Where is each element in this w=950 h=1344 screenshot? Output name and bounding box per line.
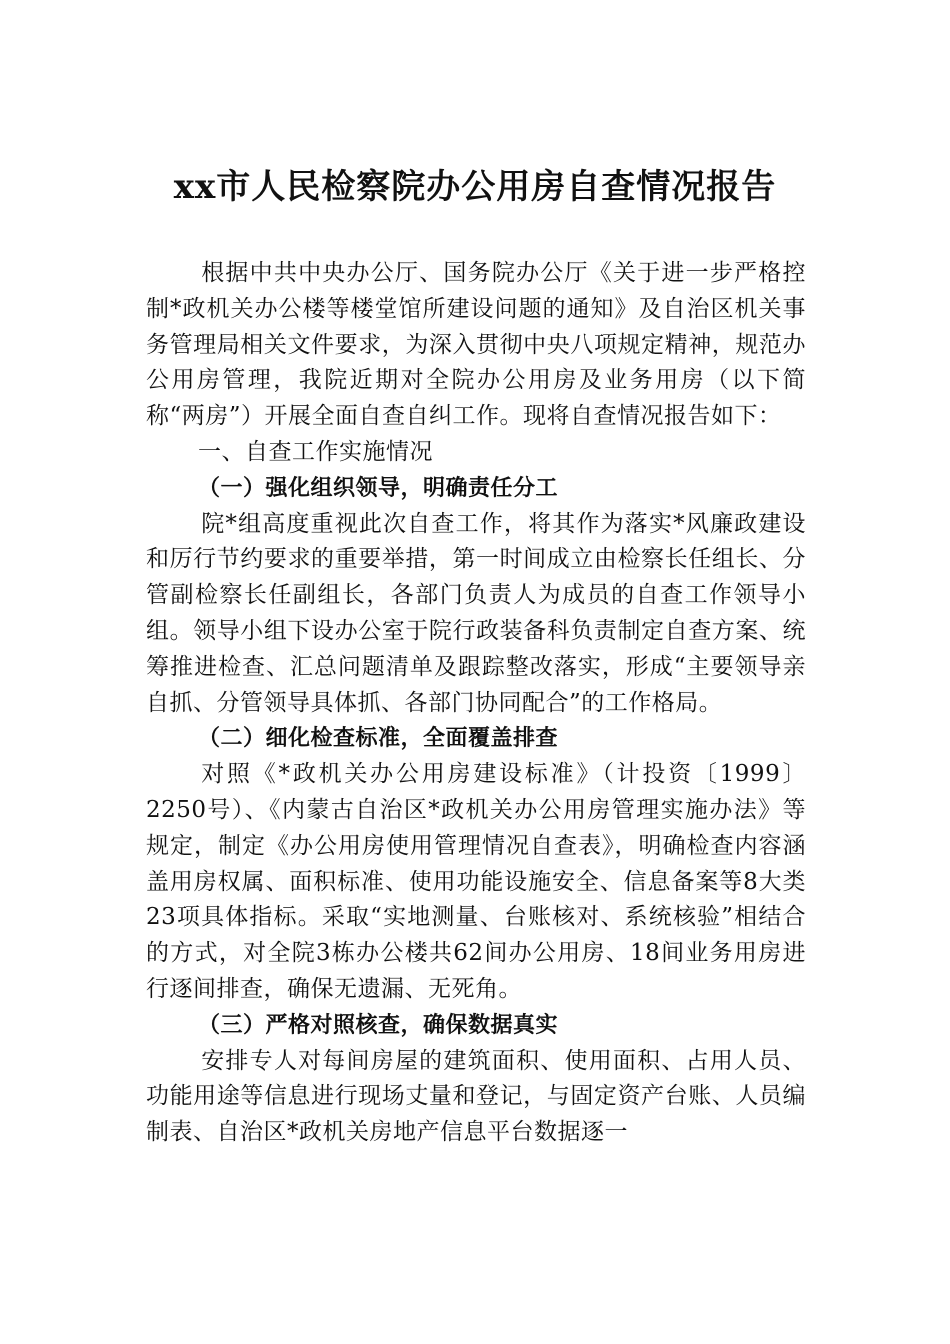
section-heading-1: 一、自查工作实施情况	[198, 438, 433, 465]
subsection-paragraph-1: 院*组高度重视此次自查工作，将其作为落实*风廉政建设和厉行节约要求的重要举措，第一时间成立由检察长任组长、分管副检察长任副组长，各部门负责人为成员的自查工作领导小组。领导小组下设办公室于院行政装备科负责制定自查方案、统筹推进检查、汇总问题清单及跟踪整改落实，形成“主要领导亲自抓、分管领导具体抓、各部门协同配合”的工作格局。	[146, 510, 806, 716]
document-title: xx市人民检察院办公用房自查情况报告	[173, 167, 777, 207]
subsection-paragraph-2: 对照《*政机关办公用房建设标准》（计投资〔1999〕2250号）、《内蒙古自治区*政机关办公用房管理实施办法》等规定，制定《办公用房使用管理情况自查表》，明确检查内容涵盖用房权属、面积标准、使用功能设施安全、信息备案等8大类23项具体指标。采取“实地测量、台账核对、系统核验”相结合的方式，对全院3栋办公楼共62间办公用房、18间业务用房进行逐间排查，确保无遗漏、无死角。	[146, 761, 806, 1002]
subsection-heading-3: （三）严格对照核查，确保数据真实	[198, 1011, 559, 1038]
document-body	[146, 256, 806, 1151]
subsection-paragraph-3: 安排专人对每间房屋的建筑面积、使用面积、占用人员、功能用途等信息进行现场丈量和登记，与固定资产台账、人员编制表、自治区*政机关房地产信息平台数据逐一	[146, 1047, 806, 1146]
intro-paragraph: 根据中共中央办公厅、国务院办公厅《关于进一步严格控制*政机关办公楼等楼堂馆所建设问题的通知》及自治区机关事务管理局相关文件要求，为深入贯彻中央八项规定精神，规范办公用房管理，我院近期对全院办公用房及业务用房（以下简称“两房”）开展全面自查自纠工作。现将自查情况报告如下：	[146, 260, 806, 430]
subsection-heading-2: （二）细化检查标准，全面覆盖排查	[198, 725, 559, 752]
subsection-heading-1: （一）强化组织领导，明确责任分工	[198, 474, 559, 501]
